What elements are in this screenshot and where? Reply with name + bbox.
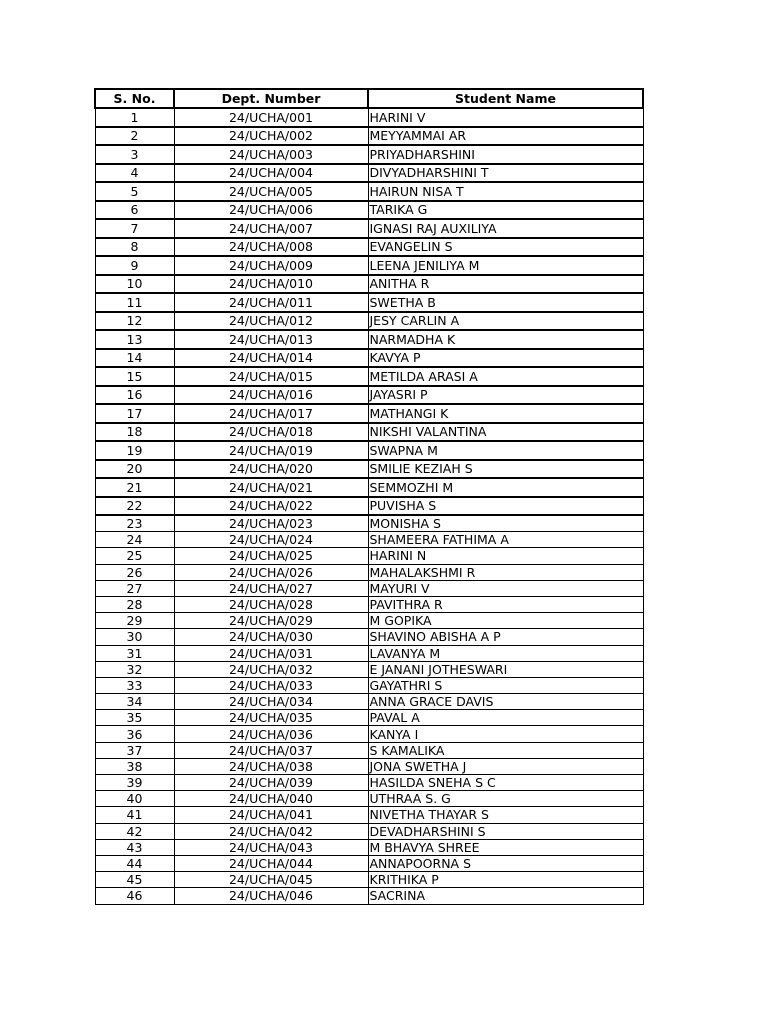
dept-number-cell: 24/UCHA/035 [174, 710, 368, 726]
table-row [95, 807, 643, 823]
student-name-cell: EVANGELIN S [368, 238, 643, 257]
student-name-cell: PAVITHRA R [368, 596, 643, 612]
serial-number-cell: 28 [95, 596, 174, 612]
student-name-cell: NIVETHA THAYAR S [368, 807, 643, 823]
serial-number-cell: 2 [95, 127, 174, 146]
serial-number-cell: 1 [95, 108, 174, 127]
dept-number-cell: 24/UCHA/024 [174, 532, 368, 548]
serial-number-cell: 36 [95, 726, 174, 742]
student-name-cell: KAVYA P [368, 349, 643, 368]
dept-number-cell: 24/UCHA/023 [174, 515, 368, 532]
dept-number-cell: 24/UCHA/043 [174, 839, 368, 855]
table-row [95, 596, 643, 612]
table-row [95, 386, 643, 405]
serial-number-cell: 29 [95, 613, 174, 629]
dept-number-cell: 24/UCHA/014 [174, 349, 368, 368]
student-name-cell: HAIRUN NISA T [368, 182, 643, 201]
dept-number-cell: 24/UCHA/013 [174, 330, 368, 349]
student-name-cell: HASILDA SNEHA S C [368, 775, 643, 791]
table-row [95, 661, 643, 677]
serial-number-cell: 19 [95, 441, 174, 460]
dept-number-cell: 24/UCHA/016 [174, 386, 368, 405]
student-name-cell: NIKSHI VALANTINA [368, 423, 643, 442]
serial-number-cell: 17 [95, 404, 174, 423]
dept-number-cell: 24/UCHA/003 [174, 145, 368, 164]
table-row [95, 478, 643, 497]
serial-number-cell: 30 [95, 629, 174, 645]
dept-number-cell: 24/UCHA/044 [174, 855, 368, 871]
table-row [95, 872, 643, 888]
student-name-cell: IGNASI RAJ AUXILIYA [368, 219, 643, 238]
student-name-cell: KANYA I [368, 726, 643, 742]
table-row [95, 645, 643, 661]
table-row [95, 775, 643, 791]
dept-number-cell: 24/UCHA/019 [174, 441, 368, 460]
table-row [95, 580, 643, 596]
student-name-cell: PUVISHA S [368, 497, 643, 516]
table-row [95, 823, 643, 839]
table-row [95, 182, 643, 201]
serial-number-cell: 43 [95, 839, 174, 855]
serial-number-cell: 9 [95, 256, 174, 275]
dept-number-cell: 24/UCHA/017 [174, 404, 368, 423]
dept-number-cell: 24/UCHA/027 [174, 580, 368, 596]
table-row [95, 256, 643, 275]
student-name-cell: ANITHA R [368, 275, 643, 294]
serial-number-cell: 7 [95, 219, 174, 238]
serial-number-cell: 45 [95, 872, 174, 888]
serial-number-cell: 20 [95, 460, 174, 479]
serial-number-cell: 10 [95, 275, 174, 294]
dept-number-cell: 24/UCHA/032 [174, 661, 368, 677]
student-name-cell: JONA SWETHA J [368, 758, 643, 774]
student-name-cell: SWAPNA M [368, 441, 643, 460]
serial-number-cell: 23 [95, 515, 174, 532]
table-row [95, 108, 643, 127]
table-row [95, 441, 643, 460]
serial-number-cell: 15 [95, 367, 174, 386]
serial-number-cell: 35 [95, 710, 174, 726]
serial-number-cell: 18 [95, 423, 174, 442]
serial-number-cell: 46 [95, 888, 174, 904]
serial-number-cell: 39 [95, 775, 174, 791]
table-row [95, 164, 643, 183]
serial-number-cell: 3 [95, 145, 174, 164]
table-row [95, 145, 643, 164]
table-body [95, 108, 643, 904]
dept-number-cell: 24/UCHA/006 [174, 201, 368, 220]
table-row [95, 694, 643, 710]
student-name-cell: E JANANI JOTHESWARI [368, 661, 643, 677]
table-row [95, 312, 643, 331]
header-row [95, 89, 643, 108]
serial-number-cell: 32 [95, 661, 174, 677]
dept-number-cell: 24/UCHA/007 [174, 219, 368, 238]
student-name-cell: SHAVINO ABISHA A P [368, 629, 643, 645]
dept-number-cell: 24/UCHA/038 [174, 758, 368, 774]
dept-number-cell: 24/UCHA/041 [174, 807, 368, 823]
serial-number-cell: 24 [95, 532, 174, 548]
student-name-cell: HARINI N [368, 548, 643, 564]
dept-number-cell: 24/UCHA/002 [174, 127, 368, 146]
serial-number-cell: 6 [95, 201, 174, 220]
table-row [95, 548, 643, 564]
student-name-cell: GAYATHRI S [368, 677, 643, 693]
serial-number-cell: 16 [95, 386, 174, 405]
table-row [95, 677, 643, 693]
dept-number-cell: 24/UCHA/031 [174, 645, 368, 661]
student-name-cell: SMILIE KEZIAH S [368, 460, 643, 479]
student-name-cell: M GOPIKA [368, 613, 643, 629]
student-name-cell: TARIKA G [368, 201, 643, 220]
table-row [95, 404, 643, 423]
dept-number-cell: 24/UCHA/022 [174, 497, 368, 516]
table-row [95, 423, 643, 442]
dept-number-cell: 24/UCHA/033 [174, 677, 368, 693]
table-row [95, 758, 643, 774]
serial-number-cell: 11 [95, 293, 174, 312]
student-name-cell: KRITHIKA P [368, 872, 643, 888]
table-row [95, 330, 643, 349]
table-row [95, 564, 643, 580]
serial-number-cell: 44 [95, 855, 174, 871]
dept-number-cell: 24/UCHA/029 [174, 613, 368, 629]
serial-number-cell: 40 [95, 791, 174, 807]
student-name-cell: MATHANGI K [368, 404, 643, 423]
table-row [95, 742, 643, 758]
table-row [95, 275, 643, 294]
student-name-cell: MONISHA S [368, 515, 643, 532]
table-row [95, 127, 643, 146]
student-name-cell: JAYASRI P [368, 386, 643, 405]
dept-number-cell: 24/UCHA/020 [174, 460, 368, 479]
student-name-cell: LAVANYA M [368, 645, 643, 661]
serial-number-cell: 12 [95, 312, 174, 331]
serial-number-cell: 8 [95, 238, 174, 257]
dept-number-cell: 24/UCHA/011 [174, 293, 368, 312]
header-serial-number: S. No. [95, 89, 174, 108]
student-name-cell: S KAMALIKA [368, 742, 643, 758]
student-name-cell: HARINI V [368, 108, 643, 127]
dept-number-cell: 24/UCHA/021 [174, 478, 368, 497]
serial-number-cell: 33 [95, 677, 174, 693]
serial-number-cell: 4 [95, 164, 174, 183]
table-row [95, 613, 643, 629]
table-row [95, 201, 643, 220]
serial-number-cell: 13 [95, 330, 174, 349]
table-row [95, 349, 643, 368]
student-name-cell: DEVADHARSHINI S [368, 823, 643, 839]
serial-number-cell: 5 [95, 182, 174, 201]
serial-number-cell: 27 [95, 580, 174, 596]
dept-number-cell: 24/UCHA/045 [174, 872, 368, 888]
dept-number-cell: 24/UCHA/001 [174, 108, 368, 127]
table-row [95, 238, 643, 257]
student-name-cell: M BHAVYA SHREE [368, 839, 643, 855]
dept-number-cell: 24/UCHA/010 [174, 275, 368, 294]
student-name-cell: SACRINA [368, 888, 643, 904]
dept-number-cell: 24/UCHA/012 [174, 312, 368, 331]
dept-number-cell: 24/UCHA/018 [174, 423, 368, 442]
student-name-cell: SEMMOZHI M [368, 478, 643, 497]
serial-number-cell: 21 [95, 478, 174, 497]
header-dept-number: Dept. Number [174, 89, 368, 108]
student-name-cell: JESY CARLIN A [368, 312, 643, 331]
table-row [95, 515, 643, 532]
student-name-cell: ANNA GRACE DAVIS [368, 694, 643, 710]
table-row [95, 367, 643, 386]
serial-number-cell: 26 [95, 564, 174, 580]
student-name-cell: SHAMEERA FATHIMA A [368, 532, 643, 548]
table-row [95, 791, 643, 807]
serial-number-cell: 34 [95, 694, 174, 710]
serial-number-cell: 42 [95, 823, 174, 839]
dept-number-cell: 24/UCHA/005 [174, 182, 368, 201]
serial-number-cell: 37 [95, 742, 174, 758]
header-student-name: Student Name [368, 89, 643, 108]
dept-number-cell: 24/UCHA/009 [174, 256, 368, 275]
student-name-cell: ANNAPOORNA S [368, 855, 643, 871]
table-row [95, 532, 643, 548]
dept-number-cell: 24/UCHA/025 [174, 548, 368, 564]
table-row [95, 460, 643, 479]
dept-number-cell: 24/UCHA/037 [174, 742, 368, 758]
dept-number-cell: 24/UCHA/030 [174, 629, 368, 645]
serial-number-cell: 22 [95, 497, 174, 516]
serial-number-cell: 14 [95, 349, 174, 368]
table-row [95, 726, 643, 742]
serial-number-cell: 25 [95, 548, 174, 564]
student-name-cell: UTHRAA S. G [368, 791, 643, 807]
student-name-cell: SWETHA B [368, 293, 643, 312]
student-name-cell: METILDA ARASI A [368, 367, 643, 386]
table-header [95, 89, 643, 108]
table-row [95, 219, 643, 238]
table-row [95, 855, 643, 871]
serial-number-cell: 31 [95, 645, 174, 661]
table-row [95, 497, 643, 516]
dept-number-cell: 24/UCHA/008 [174, 238, 368, 257]
serial-number-cell: 38 [95, 758, 174, 774]
student-name-cell: MAHALAKSHMI R [368, 564, 643, 580]
student-name-cell: LEENA JENILIYA M [368, 256, 643, 275]
table-row [95, 839, 643, 855]
dept-number-cell: 24/UCHA/040 [174, 791, 368, 807]
dept-number-cell: 24/UCHA/026 [174, 564, 368, 580]
table-row [95, 629, 643, 645]
student-name-cell: DIVYADHARSHINI T [368, 164, 643, 183]
dept-number-cell: 24/UCHA/028 [174, 596, 368, 612]
dept-number-cell: 24/UCHA/036 [174, 726, 368, 742]
student-name-cell: PAVAL A [368, 710, 643, 726]
serial-number-cell: 41 [95, 807, 174, 823]
table-row [95, 710, 643, 726]
dept-number-cell: 24/UCHA/015 [174, 367, 368, 386]
dept-number-cell: 24/UCHA/034 [174, 694, 368, 710]
dept-number-cell: 24/UCHA/042 [174, 823, 368, 839]
dept-number-cell: 24/UCHA/046 [174, 888, 368, 904]
student-name-cell: MAYURI V [368, 580, 643, 596]
dept-number-cell: 24/UCHA/039 [174, 775, 368, 791]
table-row [95, 888, 643, 904]
student-name-cell: NARMADHA K [368, 330, 643, 349]
student-name-cell: MEYYAMMAI AR [368, 127, 643, 146]
dept-number-cell: 24/UCHA/004 [174, 164, 368, 183]
student-roster-table [94, 88, 644, 905]
student-name-cell: PRIYADHARSHINI [368, 145, 643, 164]
table-row [95, 293, 643, 312]
